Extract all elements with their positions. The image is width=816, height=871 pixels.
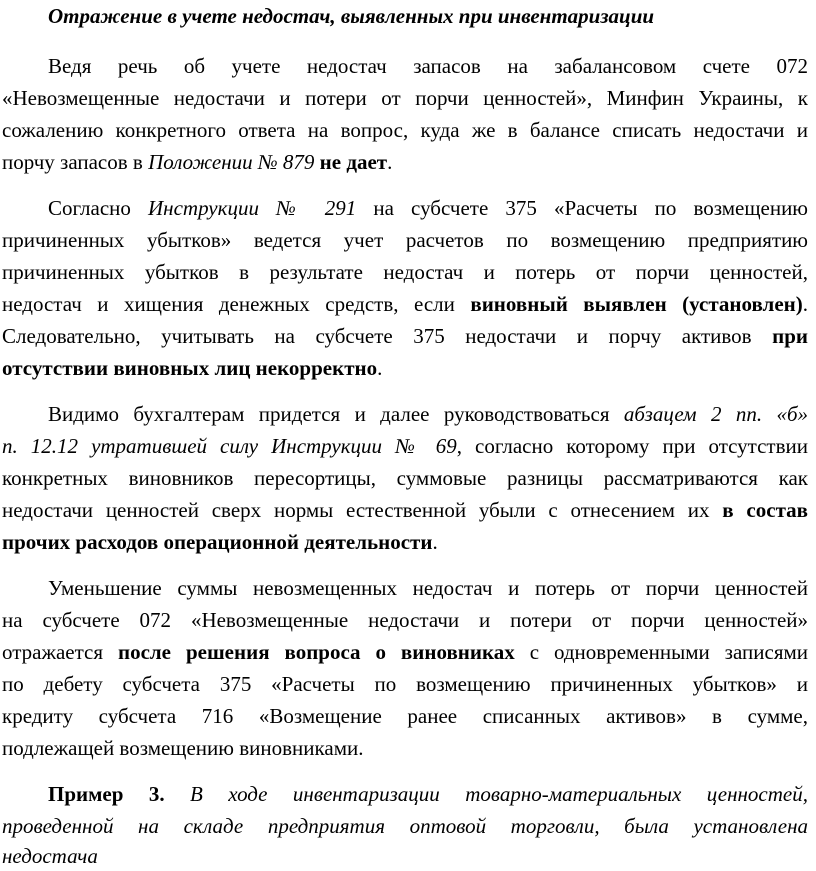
regulation-reference: абзацем 2 пп. «б» xyxy=(623,402,809,426)
text-span: порчу запасов в xyxy=(2,150,149,174)
paragraph-1-line-3: сожалению конкретного ответа на вопрос, куда же в балансе списать недостачи и xyxy=(2,118,808,142)
paragraph-4-line-1: Уменьшение суммы невозмещенных недостач и потерь от порчи ценностей xyxy=(48,576,808,600)
document-title: Отражение в учете недостач, выявленных при инвентаризации xyxy=(48,4,655,28)
emphasis-text: отсутствии виновных лиц некорректно xyxy=(2,356,378,380)
text-span: недостач и хищения денежных средств, если xyxy=(2,292,471,316)
paragraph-4-line-6: подлежащей возмещению виновниками. xyxy=(2,736,364,760)
paragraph-2-line-5 xyxy=(2,322,808,350)
text-span: недостачи ценностей сверх нормы естественной убыли с отнесением их xyxy=(2,498,723,522)
text-span: с одновременными записями xyxy=(514,640,808,664)
paragraph-3-line-3: конкретных виновников пересортицы, суммовые разницы рассматриваются как xyxy=(2,466,808,490)
paragraph-5-line-3: недостача xyxy=(2,844,98,868)
paragraph-3-line-1 xyxy=(48,400,808,428)
emphasis-text: прочих расходов операционной деятельности xyxy=(2,530,433,554)
text-span: Следовательно, учитывать на субсчете 375 недостачи и порчу активов xyxy=(2,324,773,348)
paragraph-3-line-2 xyxy=(2,432,808,460)
emphasis-text: виновный выявлен (установлен) xyxy=(470,292,803,316)
paragraph-2-line-2: причиненных убытков» ведется учет расчетов по возмещению предприятию xyxy=(2,228,808,252)
paragraph-5-line-1 xyxy=(48,780,808,808)
paragraph-3-line-5 xyxy=(2,528,808,556)
emphasis-text: при xyxy=(772,324,808,348)
regulation-reference: Положении № 879 xyxy=(148,150,315,174)
text-span: Согласно xyxy=(48,196,149,220)
paragraph-4-line-4: по дебету субсчета 375 «Расчеты по возмещению причиненных убытков» и xyxy=(2,672,808,696)
example-label: Пример 3. xyxy=(48,782,191,806)
paragraph-5-line-2: проведенной на складе предприятия оптовой торговли, была установлена xyxy=(2,814,808,838)
text-span: , согласно которому при отсутствии xyxy=(456,434,808,458)
regulation-reference: п. 12.12 утратившей силу Инструкции № 69 xyxy=(2,434,457,458)
text-span: отражается xyxy=(2,640,118,664)
italic-text: В ходе инвентаризации товарно-материальных ценностей, xyxy=(190,782,808,806)
regulation-reference: Инструкции № 291 xyxy=(148,196,357,220)
paragraph-2-line-3: причиненных убытков в результате недостач и потерь от порчи ценностей, xyxy=(2,260,808,284)
paragraph-3-line-4 xyxy=(2,496,808,524)
paragraph-2-line-1 xyxy=(48,194,808,222)
text-span: . xyxy=(377,356,383,380)
paragraph-1-line-1: Ведя речь об учете недостач запасов на забалансовом счете 072 xyxy=(48,54,808,78)
paragraph-1-line-2: «Невозмещенные недостачи и потери от порчи ценностей», Минфин Украины, к xyxy=(2,86,808,110)
paragraph-4-line-5: кредиту субсчета 716 «Возмещение ранее списанных активов» в сумме, xyxy=(2,704,808,728)
emphasis-text: в состав xyxy=(722,498,808,522)
paragraph-4-line-3 xyxy=(2,638,808,666)
emphasis-text: не дает xyxy=(319,150,388,174)
paragraph-2-line-4 xyxy=(2,290,808,318)
paragraph-2-line-6 xyxy=(2,354,808,382)
text-span: . xyxy=(387,150,393,174)
text-span: Видимо бухгалтерам придется и далее руководствоваться xyxy=(48,402,624,426)
text-span: . xyxy=(432,530,438,554)
paragraph-4-line-2: на субсчете 072 «Невозмещенные недостачи и потери от порчи ценностей» xyxy=(2,608,808,632)
emphasis-text: после решения вопроса о виновниках xyxy=(117,640,515,664)
text-span: . xyxy=(802,292,808,316)
paragraph-1-line-4 xyxy=(2,148,808,176)
text-span: на субсчете 375 «Расчеты по возмещению xyxy=(356,196,808,220)
